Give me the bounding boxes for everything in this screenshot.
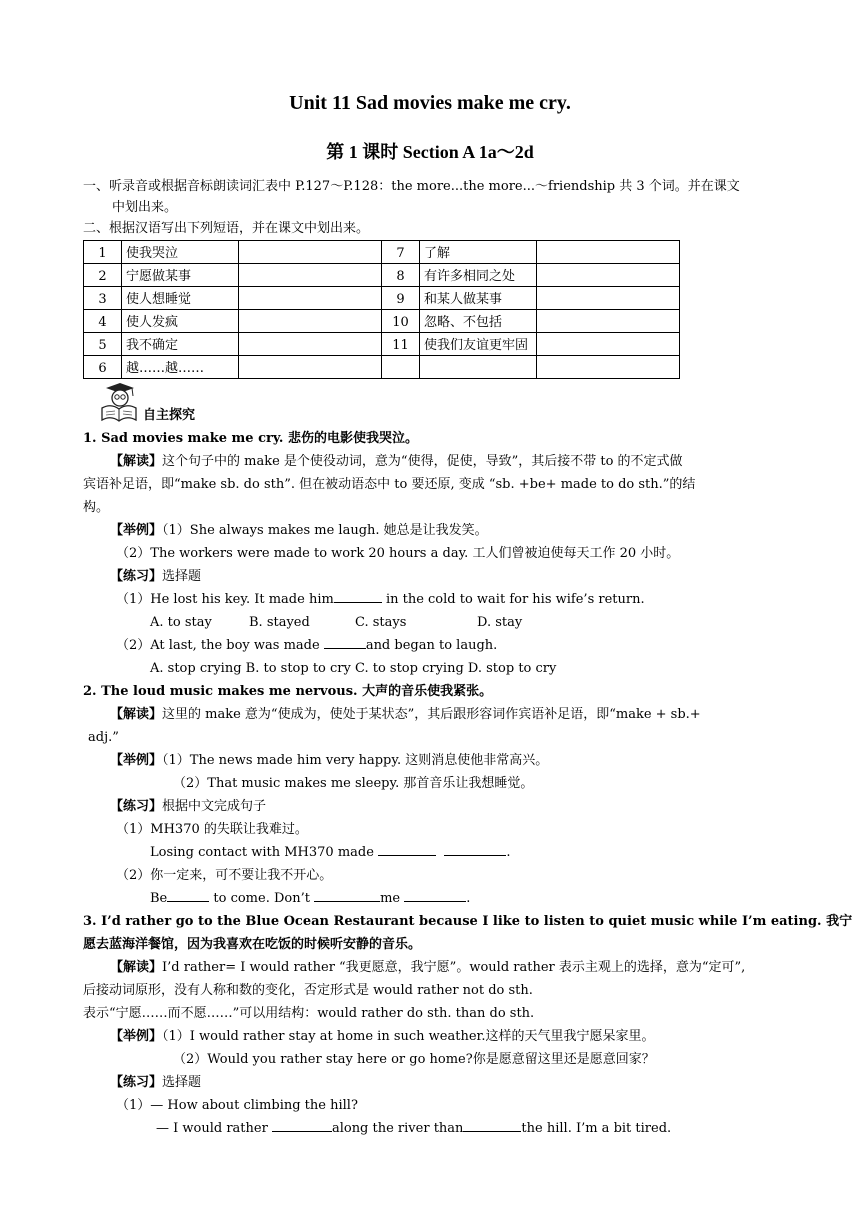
s2-question-2-cn: （2）你一定来，可不要让我不开心。 [116,868,333,883]
phrase-answer-cell[interactable] [239,264,382,287]
phrase-chinese: 使人想睡觉 [122,287,239,310]
answer-blank[interactable] [324,636,366,649]
instruction-one-line2: 中划出来。 [112,200,178,215]
s1-question-1: （1）He lost his key. It made him in the cold to wait for his wife’s return. [116,592,645,607]
s3-practice: 【练习】选择题 [110,1075,202,1090]
phrase-row [84,287,680,310]
answer-blank[interactable] [378,843,436,856]
phrase-answer-cell[interactable] [537,241,680,264]
phrase-answer-cell[interactable] [537,264,680,287]
phrase-number: 6 [84,356,122,379]
phrase-number: 11 [381,333,419,356]
s3-question-1-line2: — I would rather along the river than the hill. I’m a bit tired. [156,1121,672,1136]
phrase-answer-cell[interactable] [537,333,680,356]
phrase-chinese: 有许多相同之处 [420,264,537,287]
phrase-answer-cell[interactable] [239,241,382,264]
phrase-chinese: 越……越…… [122,356,239,379]
phrase-number: 3 [84,287,122,310]
phrase-answer-cell[interactable] [239,333,382,356]
s1-practice: 【练习】选择题 [110,569,202,584]
phrase-chinese: 了解 [420,241,537,264]
answer-blank[interactable] [314,889,380,902]
phrase-answer-cell[interactable] [537,356,680,379]
phrase-row [84,241,680,264]
answer-blank[interactable] [334,590,382,603]
phrase-number: 8 [381,264,419,287]
phrase-number: 1 [84,241,122,264]
phrase-number [381,356,419,379]
s1-heading: 1. Sad movies make me cry. 悲伤的电影使我哭泣。 [83,431,418,446]
s3-example-2: （2）Would you rather stay here or go home?你是愿意留这里还是愿意回家？ [173,1052,655,1067]
student-reading-icon [98,382,140,424]
phrase-row [84,310,680,333]
phrase-number: 2 [84,264,122,287]
phrase-number: 9 [381,287,419,310]
phrase-chinese: 使我们友谊更牢固 [420,333,537,356]
phrase-row [84,333,680,356]
s3-question-1-line1: （1）— How about climbing the hill? [116,1098,358,1113]
s3-heading-line2: 愿去蓝海洋餐馆，因为我喜欢在吃饭的时候听安静的音乐。 [83,937,422,952]
answer-blank[interactable] [463,1119,521,1132]
s1-q1-option-d[interactable]: D. stay [477,615,523,630]
phrase-number: 10 [381,310,419,333]
s1-jiedu-line3: 构。 [83,500,110,515]
s2-heading: 2. The loud music makes me nervous. 大声的音乐使我紧张。 [83,684,493,699]
section-label: 自主探究 [143,408,196,423]
s3-jiedu-line2: 后接动词原形，没有人称和数的变化，否定形式是 would rather not do sth. [83,983,533,998]
instruction-one-line1: 一、听录音或根据音标朗读词汇表中 P.127～P.128：the more...the more...～friendship 共 3 个词。并在课文 [83,179,740,194]
s3-heading-line1: 3. I’d rather go to the Blue Ocean Restaurant because I like to listen to quiet music while I’m eating. 我宁 [83,914,853,929]
s1-question-2: （2）At last, the boy was made and began to laugh. [116,638,498,653]
phrase-answer-cell[interactable] [239,356,382,379]
phrase-answer-cell[interactable] [537,287,680,310]
s3-example-1: 【举例】（1）I would rather stay at home in such weather.这样的天气里我宁愿呆家里。 [110,1029,655,1044]
s2-example-1: 【举例】（1）The news made him very happy. 这则消息使他非常高兴。 [110,753,549,768]
phrase-chinese: 使我哭泣 [122,241,239,264]
answer-blank[interactable] [167,889,209,902]
phrase-number: 7 [381,241,419,264]
answer-blank[interactable] [444,843,506,856]
phrase-chinese: 忽略、不包括 [420,310,537,333]
answer-blank[interactable] [404,889,466,902]
s2-question-2-en: Be to come. Don’t me . [150,891,471,906]
phrase-chinese: 使人发疯 [122,310,239,333]
s2-question-1-en: Losing contact with MH370 made . [150,845,511,860]
s1-jiedu: 【解读】这个句子中的 make 是个使役动词，意为“使得，促使，导致”，其后接不带 to 的不定式做 [110,454,683,469]
s1-example-1: 【举例】（1）She always makes me laugh. 她总是让我发笑。 [110,523,488,538]
unit-title: Unit 11 Sad movies make me cry. [289,92,571,114]
phrase-answer-cell[interactable] [537,310,680,333]
phrase-number: 5 [84,333,122,356]
s1-q1-option-b[interactable]: B. stayed [249,615,310,630]
s1-q2-options[interactable]: A. stop crying B. to stop to cry C. to stop crying D. stop to cry [150,661,557,676]
phrase-chinese: 我不确定 [122,333,239,356]
phrase-table [83,240,680,379]
instruction-two: 二、根据汉语写出下列短语，并在课文中划出来。 [83,221,370,236]
phrase-chinese: 宁愿做某事 [122,264,239,287]
lesson-subtitle: 第 1 课时 Section A 1a～2d [326,142,534,162]
phrase-row [84,356,680,379]
s1-example-2: （2）The workers were made to work 20 hours a day. 工人们曾被迫使每天工作 20 小时。 [116,546,680,561]
s3-jiedu-line3: 表示“宁愿……而不愿……”可以用结构：would rather do sth. than do sth. [83,1006,535,1021]
phrase-row [84,264,680,287]
s1-q1-option-a[interactable]: A. to stay [150,615,212,630]
phrase-number: 4 [84,310,122,333]
s1-jiedu-line2: 宾语补足语，即“make sb. do sth”. 但在被动语态中 to 要还原, 变成 “sb. +be+ made to do sth.”的结 [83,477,696,492]
phrase-answer-cell[interactable] [239,310,382,333]
s2-example-2: （2）That music makes me sleepy. 那首音乐让我想睡觉。 [173,776,534,791]
s2-question-1-cn: （1）MH370 的失联让我难过。 [116,822,308,837]
s2-jiedu: 【解读】这里的 make 意为“使成为，使处于某状态”，其后跟形容词作宾语补足语，即“make + sb.+ [110,707,701,722]
s2-jiedu-line2: adj.” [88,730,119,745]
phrase-answer-cell[interactable] [239,287,382,310]
s1-q1-option-c[interactable]: C. stays [355,615,407,630]
answer-blank[interactable] [272,1119,332,1132]
s3-jiedu: 【解读】I’d rather= I would rather “我更愿意，我宁愿”。would rather 表示主观上的选择，意为“定可”, [110,960,746,975]
s2-practice: 【练习】根据中文完成句子 [110,799,267,814]
phrase-chinese [420,356,537,379]
phrase-chinese: 和某人做某事 [420,287,537,310]
